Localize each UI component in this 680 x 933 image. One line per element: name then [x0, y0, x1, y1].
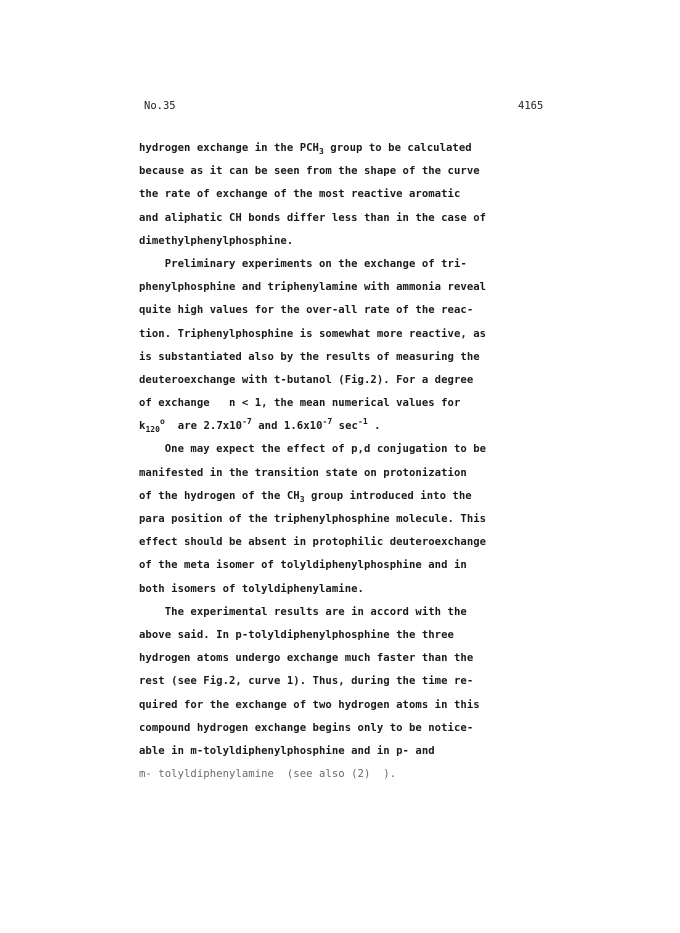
text-run: group to be calculated [323, 142, 472, 154]
text-line [139, 137, 511, 160]
text-line [139, 253, 511, 276]
text-line [139, 462, 511, 485]
text-line [139, 369, 511, 392]
text-run: hydrogen atoms undergo exchange much faster than the [139, 652, 474, 665]
superscript: -1 [357, 417, 368, 427]
text-run: group introduced into the [304, 489, 472, 502]
text-line [139, 717, 511, 740]
text-line [139, 323, 511, 346]
text-run: deuteroexchange with t-butanol (Fig.2). For a degree [139, 373, 474, 386]
text-run: para position of the triphenylphosphine molecule. This [139, 513, 487, 525]
text-run: able in m-tolyldiphenylphosphine and in p- and [139, 744, 435, 757]
text-line [139, 647, 511, 670]
text-line [139, 438, 511, 461]
text-run: quired for the exchange of two hydrogen atoms in this [139, 698, 480, 711]
text-line [139, 624, 511, 647]
text-line [139, 183, 511, 206]
superscript: o [160, 417, 165, 427]
text-run: rest (see Fig.2, curve 1). Thus, during the time re- [139, 675, 474, 688]
text-run: sec [332, 420, 358, 433]
text-run: effect should be absent in protophilic deuteroexchange [139, 536, 487, 549]
text-line [139, 670, 511, 693]
text-run: of the meta isomer of tolyldiphenylphosphine and in [139, 559, 467, 572]
text-run: tion. Triphenylphosphine is somewhat more reactive, as [139, 327, 487, 340]
text-run: and 1.6x10 [251, 420, 323, 433]
text-run: is substantiated also by the results of measuring the [139, 350, 480, 363]
text-run: Preliminary experiments on the exchange of tri- [139, 257, 467, 270]
text-line [139, 554, 511, 577]
page-number: 4165 [518, 100, 544, 112]
text-line [139, 601, 511, 624]
text-line [139, 276, 511, 299]
text-run: manifested in the transition state on protonization [139, 466, 467, 479]
text-line [139, 207, 511, 230]
text-run: m- tolyldiphenylamine (see also (2) ). [139, 768, 397, 781]
text-run: of exchange n < 1, the mean numerical values for [139, 397, 461, 410]
text-line [139, 392, 511, 415]
subscript: 3 [299, 494, 305, 504]
text-line [139, 415, 511, 438]
text-run: compound hydrogen exchange begins only to be notice- [139, 721, 474, 734]
journal-issue-number: No.35 [144, 100, 176, 112]
text-run: One may expect the effect of p,d conjugation to be [139, 443, 487, 456]
subscript: 3 [318, 147, 324, 156]
text-line [139, 578, 511, 601]
superscript: -7 [242, 417, 252, 427]
text-line [139, 508, 511, 531]
text-run: of the hydrogen of the CH [139, 489, 300, 502]
text-line [139, 346, 511, 369]
text-run: hydrogen exchange in the PCH [139, 142, 319, 154]
text-line [139, 740, 511, 763]
text-line [139, 160, 511, 183]
text-run: k [139, 420, 146, 433]
article-body-text [139, 137, 511, 786]
text-run: phenylphosphine and triphenylamine with ammonia reveal [139, 281, 487, 294]
text-run: the rate of exchange of the most reactive aromatic [139, 188, 461, 201]
text-run: above said. In p-tolyldiphenylphosphine the three [139, 628, 454, 641]
text-line [139, 230, 511, 253]
text-run: The experimental results are in accord with the [139, 605, 467, 618]
text-run: because as it can be seen from the shape of the curve [139, 165, 480, 178]
text-line [139, 763, 511, 786]
subscript: 120 [145, 425, 161, 435]
text-line [139, 299, 511, 322]
text-run: and aliphatic CH bonds differ less than in the case of [139, 211, 487, 224]
text-line [139, 485, 511, 508]
text-run: are 2.7x10 [164, 420, 243, 433]
text-line [139, 694, 511, 717]
text-run: dimethylphenylphosphine. [139, 234, 294, 247]
text-run: both isomers of tolyldiphenylamine. [139, 582, 364, 595]
superscript: -7 [322, 417, 333, 427]
text-line [139, 531, 511, 554]
text-run: . [367, 420, 381, 433]
text-run: quite high values for the over-all rate of the reac- [139, 304, 474, 317]
